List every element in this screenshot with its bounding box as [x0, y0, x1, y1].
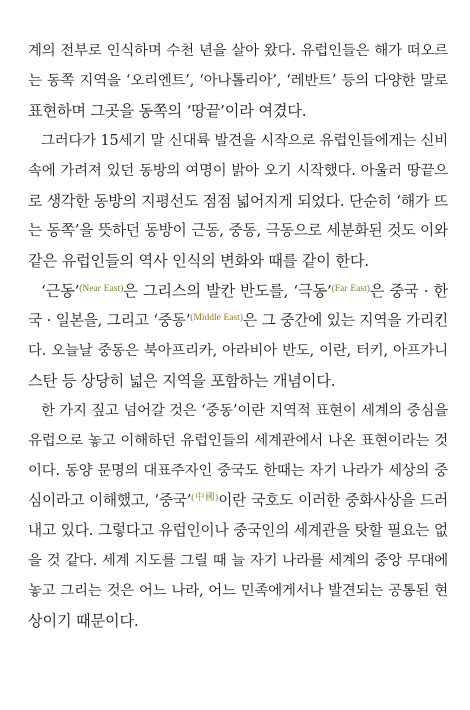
paragraph-first-line: 그러다가 15세기 말 신대륙 발견을 시작으로 유럽인들에게는 신비 [41, 133, 448, 149]
text-line: 스탄 등 상당히 넓은 지역을 포함하는 개념이다. [28, 372, 336, 390]
text-line: 속에 가려져 있던 동방의 여명이 밝아 오기 시작했다. 아울러 땅끝으 [28, 163, 448, 179]
text-line [28, 486, 448, 516]
text-segment: 은 그리스의 발칸 반도를, ‘극동’ [123, 282, 332, 300]
text-line: 유럽으로 놓고 이해하던 유럽인들의 세계관에서 나온 표현이라는 것 [28, 433, 448, 449]
text-line: 놓고 그리는 것은 어느 나라, 어느 민족에게서나 발견되는 공통된 현 [28, 583, 448, 599]
text-line: 같은 유럽인들의 역사 인식의 변화와 때를 같이 한다. [28, 252, 369, 270]
text-line: 는 동쪽 지역을 ‘오리엔트’, ‘아나톨리아’, ‘레반트’ 등의 다양한 말로 [28, 73, 448, 89]
text-line: 로 생각한 동방의 지평선도 점점 넓어지게 되었다. 단순히 ‘해가 뜨 [28, 192, 448, 210]
text-line [28, 306, 448, 336]
english-gloss: (Near East) [79, 284, 124, 294]
paragraph-first-line [28, 276, 448, 306]
text-line: 상이기 때문이다. [28, 612, 139, 630]
english-gloss: (Far East) [331, 284, 370, 294]
text-line: 이다. 동양 문명의 대표주자인 중국도 한때는 자기 나라가 세상의 중 [28, 463, 448, 479]
text-segment: 은 중국 · 한 [369, 282, 448, 300]
hanja-gloss: (中國) [191, 493, 219, 503]
text-line: 내고 있다. 그렇다고 유럽인이나 중국인의 세계관을 탓할 필요는 없 [28, 522, 448, 539]
text-line: 는 동쪽’을 뜻하던 동방이 근동, 중동, 극동으로 세분화된 것도 이와 [28, 222, 448, 239]
paragraph-first-line: 한 가지 짚고 넘어갈 것은 ‘중동’이란 지역적 표현이 세계의 중심을 [41, 403, 448, 419]
text-segment: 이란 국호도 이러한 중화사상을 드러 [218, 492, 448, 509]
english-gloss: (Middle East) [190, 313, 243, 323]
text-segment: 심이라고 이해했고, ‘중국’ [28, 492, 192, 509]
body-text [28, 36, 448, 636]
text-line: 표현하며 그곳을 동쪽의 ‘땅끝’이라 여겼다. [28, 102, 307, 120]
text-segment: ‘근동’ [41, 282, 80, 300]
text-line: 다. 오늘날 중동은 북아프리카, 아라비아 반도, 이란, 터키, 아프가니 [28, 343, 448, 359]
text-line: 을 것 같다. 세계 지도를 그릴 때 늘 자기 나라를 세계의 중앙 무대에 [28, 553, 448, 569]
text-segment: 은 그 중간에 있는 지역을 가리킨 [242, 312, 448, 329]
text-segment: 국 · 일본을, 그리고 ‘중동’ [28, 312, 191, 329]
text-line: 계의 전부로 인식하며 수천 년을 살아 왔다. 유럽인들은 해가 떠오르 [28, 43, 448, 59]
